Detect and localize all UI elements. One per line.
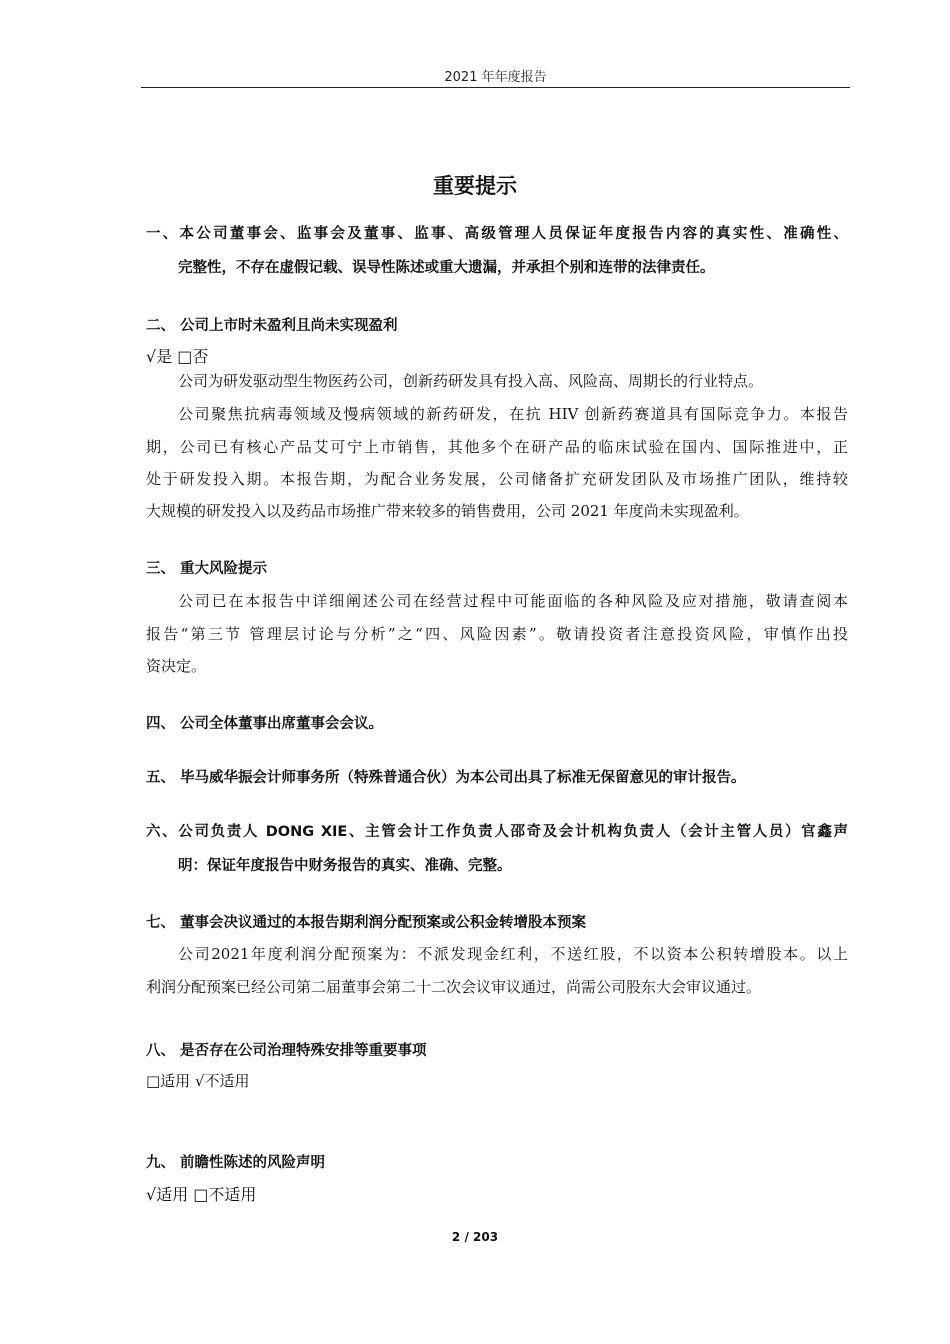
section-7-heading: 七、 董事会决议通过的本报告期利润分配预案或公积金转增股本预案 [146, 915, 587, 931]
section-2-choice: √是 □否 [146, 347, 209, 366]
section-3-line-3: 资决定。 [146, 657, 207, 675]
section-3-heading: 三、 重大风险提示 [146, 561, 268, 577]
header-divider [141, 87, 850, 88]
section-2-paragraph-2-line-4: 大规模的研发投入以及药品市场推广带来较多的销售费用，公司 2021 年度尚未实现盈利。 [146, 502, 749, 520]
section-1-line-2: 完整性，不存在虚假记载、误导性陈述或重大遗漏，并承担个别和连带的法律责任。 [178, 260, 715, 276]
section-2-heading: 二、 公司上市时未盈利且尚未实现盈利 [146, 318, 398, 334]
section-8-heading: 八、 是否存在公司治理特殊安排等重要事项 [146, 1043, 427, 1059]
section-2-paragraph-1: 公司为研发驱动型生物医药公司，创新药研发具有投入高、风险高、周期长的行业特点。 [178, 372, 764, 390]
page-number: 2 / 203 [451, 1230, 499, 1244]
section-2-paragraph-2-line-2: 期，公司已有核心产品艾可宁上市销售，其他多个在研产品的临床试验在国内、国际推进中，正 [146, 438, 848, 456]
section-3-line-1: 公司已在本报告中详细阐述公司在经营过程中可能面临的各种风险及应对措施，敬请查阅本 [178, 592, 848, 610]
section-2-paragraph-2-line-1: 公司聚焦抗病毒领域及慢病领域的新药研发，在抗 HIV 创新药赛道具有国际竞争力。本报告 [178, 405, 848, 423]
section-8-choice: □适用 √不适用 [146, 1072, 250, 1090]
section-1-line-1: 一、本公司董事会、监事会及董事、监事、高级管理人员保证年度报告内容的真实性、准确性、 [146, 226, 848, 242]
section-5-heading: 五、 毕马威华振会计师事务所（特殊普通合伙）为本公司出具了标准无保留意见的审计报告。 [146, 770, 746, 786]
section-6-line-2: 明：保证年度报告中财务报告的真实、准确、完整。 [178, 858, 512, 874]
section-7-line-1: 公司2021年度利润分配预案为：不派发现金红利，不送红股，不以资本公积转增股本。以上 [178, 945, 848, 963]
section-6-line-1: 六、公司负责人 DONG XIE、主管会计工作负责人邵奇及会计机构负责人（会计主管人员）官鑫声 [146, 824, 848, 840]
section-3-line-2: 报告“第三节 管理层讨论与分析”之“四、风险因素”。敬请投资者注意投资风险，审慎作出投 [146, 625, 848, 643]
section-9-choice: √适用 □不适用 [146, 1185, 257, 1204]
page-title: 重要提示 [433, 174, 517, 198]
section-7-line-2: 利润分配预案已经公司第二届董事会第二十二次会议审议通过，尚需公司股东大会审议通过。 [146, 978, 762, 996]
section-9-heading: 九、 前瞻性陈述的风险声明 [146, 1155, 326, 1171]
section-4-heading: 四、 公司全体董事出席董事会会议。 [146, 716, 384, 732]
section-2-paragraph-2-line-3: 处于研发投入期。本报告期，为配合业务发展，公司储备扩充研发团队及市场推广团队，维持较 [146, 470, 848, 488]
page-header: 2021 年年度报告 [444, 70, 547, 85]
